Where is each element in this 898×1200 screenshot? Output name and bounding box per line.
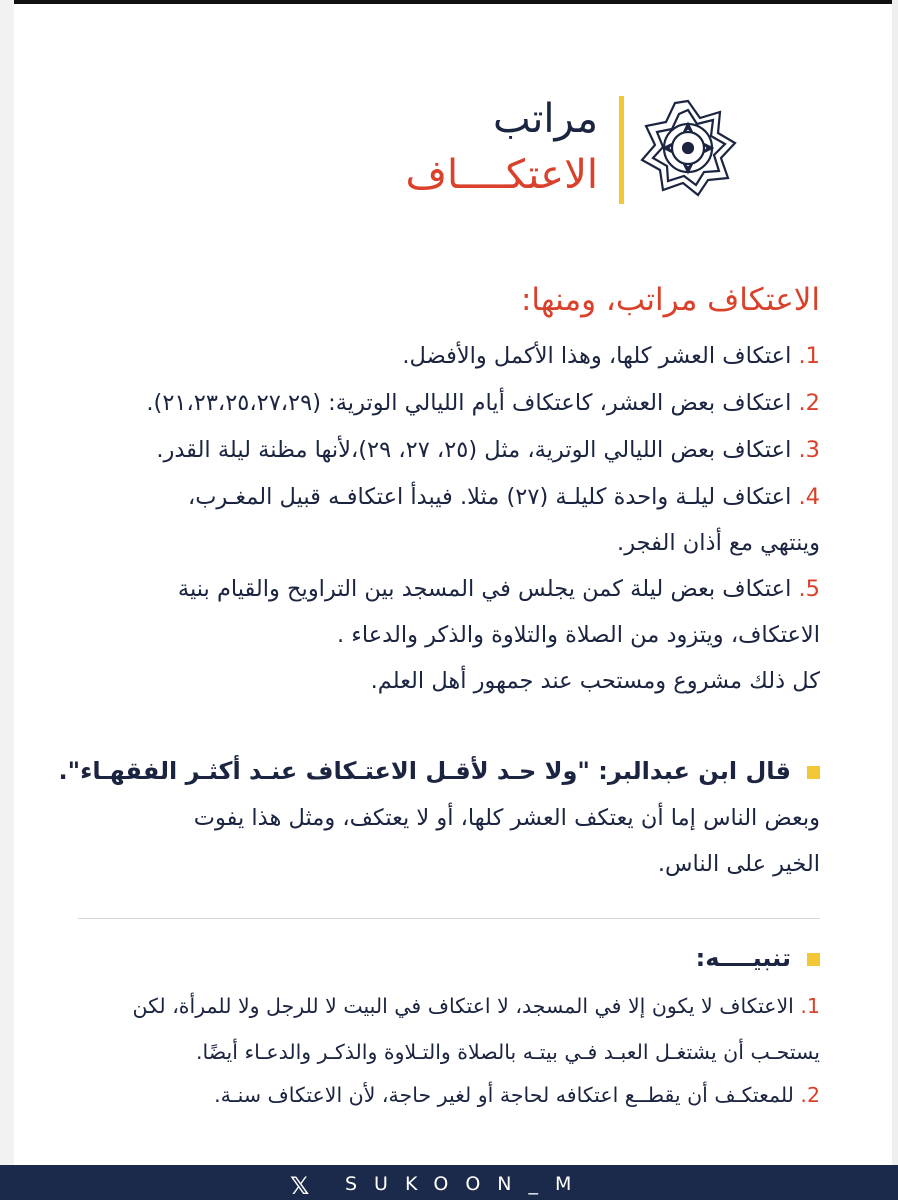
list-item — [78, 427, 820, 473]
right-margin — [892, 0, 898, 1165]
social-handle: SUKOON_M — [345, 1173, 589, 1195]
islamic-star-logo-icon — [638, 98, 738, 198]
quote-heading: قال ابن عبدالبر: "ولا حـد لأقـل الاعتـكاف عنـد أكثـر الفقهـاء". — [58, 757, 791, 785]
item-text: اعتكاف بعض العشر، كاعتكاف أيام الليالي الوترية: (٢١،٢٣،٢٥،٢٧،٢٩). — [146, 390, 792, 416]
page-title-line1: مراتب — [492, 96, 598, 142]
quote-line1: وبعض الناس إما أن يعتكف العشر كلها، أو لا يعتكف، ومثل هذا يفوت — [193, 805, 820, 831]
item-text: اعتكاف بعض الليالي الوترية، مثل (٢٥، ٢٧، ٢٩)،لأنها مظنة ليلة القدر. — [156, 437, 792, 463]
page-title-line2: الاعتكــــاف — [405, 152, 598, 198]
note-text: الاعتكاف لا يكون إلا في المسجد، لا اعتكاف في البيت لا للرجل ولا للمرأة، لكن — [132, 994, 794, 1018]
closing-line: كل ذلك مشروع ومستحب عند جمهور أهل العلم. — [370, 668, 820, 694]
list-item — [78, 333, 820, 379]
item-number: 4. — [798, 484, 820, 510]
note-text-continued: يستحـب أن يشتغـل العبـد فـي بيتـه بالصلاة والتـلاوة والذكـر والدعـاء أيضًا. — [195, 1040, 820, 1064]
item-number: 2. — [798, 390, 820, 416]
note-list-item — [78, 983, 820, 1075]
left-margin — [0, 0, 14, 1165]
note-block — [78, 935, 820, 982]
note-heading: تنبيــــه: — [695, 944, 791, 972]
item-text: اعتكاف بعض ليلة كمن يجلس في المسجد بين التراويح والقيام بنية — [177, 576, 792, 602]
note-number: 2. — [800, 1083, 820, 1107]
section-heading-text: الاعتكاف مراتب، ومنها: — [520, 282, 820, 318]
x-logo-icon: 𝕏 — [290, 1172, 310, 1200]
item-number: 3. — [798, 437, 820, 463]
top-border — [0, 0, 898, 4]
quote-line2: الخير على الناس. — [657, 851, 820, 877]
quote-block — [58, 748, 820, 887]
note-number: 1. — [800, 994, 820, 1018]
closing-text — [78, 658, 820, 704]
bullet-square-icon — [807, 953, 820, 966]
list-item — [78, 566, 820, 658]
title-divider — [619, 96, 624, 204]
section-heading — [78, 282, 820, 318]
item-text-continued: وينتهي مع أذان الفجر. — [617, 530, 820, 556]
section-divider — [78, 918, 820, 919]
note-list-item — [78, 1072, 820, 1118]
note-text: للمعتكـف أن يقطــع اعتكافه لحاجة أو لغير حاجة، لأن الاعتكاف سنـة. — [214, 1083, 794, 1107]
item-text: اعتكاف ليلـة واحدة كليلـة (٢٧) مثلا. فيبدأ اعتكافـه قبيل المغـرب، — [187, 484, 792, 510]
list-item — [78, 380, 820, 426]
item-text: اعتكاف العشر كلها، وهذا الأكمل والأفضل. — [402, 343, 792, 369]
list-item — [78, 474, 820, 566]
item-number: 5. — [798, 576, 820, 602]
bullet-square-icon — [807, 766, 820, 779]
item-number: 1. — [798, 343, 820, 369]
item-text-continued: الاعتكاف، ويتزود من الصلاة والتلاوة والذكر والدعاء . — [336, 622, 820, 648]
